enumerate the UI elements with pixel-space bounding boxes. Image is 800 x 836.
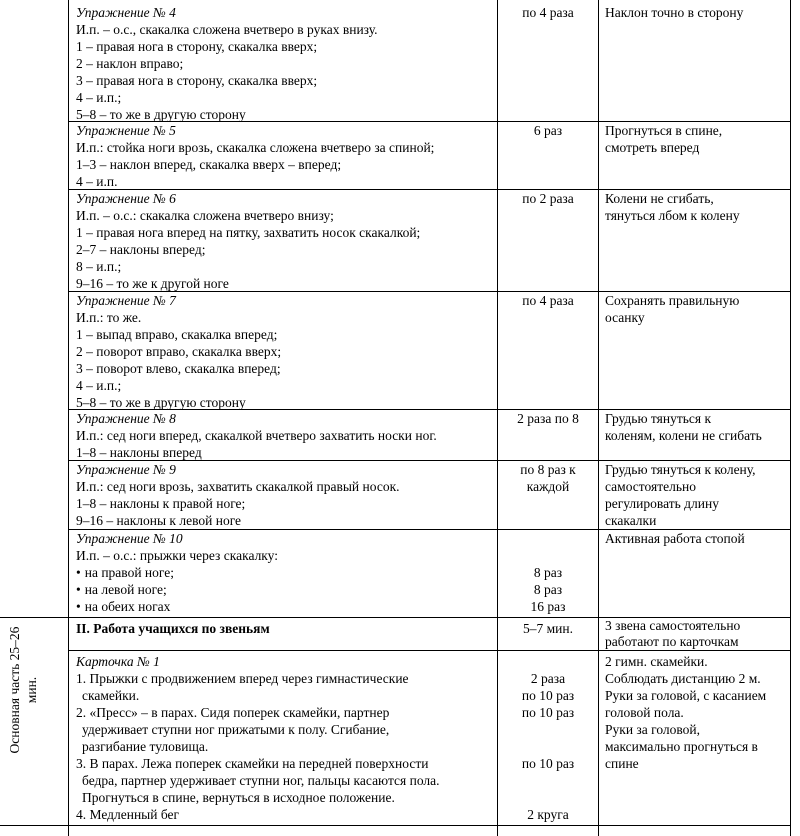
dose-line: 2 раза по 8 (517, 411, 579, 426)
exercise-description (76, 292, 281, 411)
note-line: смотреть вперед (605, 140, 700, 155)
exercise-title: Упражнение № 9 (76, 462, 176, 477)
exercise-notes (605, 530, 745, 547)
exercise-description (76, 122, 434, 190)
exercise-notes (605, 4, 743, 21)
exercise-line: 9–16 – наклоны к левой ноге (76, 513, 242, 528)
exercise-line: И.п. – о.с.: прыжки через скакалку: (76, 548, 278, 563)
note-line: максимально прогнуться в (605, 739, 758, 754)
card-line: 3. В парах. Лежа поперек скамейки на передней поверхности (76, 756, 429, 771)
dose-line (498, 721, 598, 738)
exercise-line: 2 – поворот вправо, скакалка вверх; (76, 344, 282, 359)
card-line: 1. Прыжки с продвижением вперед через гимнастические (76, 671, 409, 686)
card-title: Карточка № 1 (76, 654, 160, 669)
table-border-left (68, 0, 69, 836)
exercise-description (76, 461, 400, 529)
section-label-line: 25–26 мин. (7, 626, 39, 704)
card-description (76, 653, 440, 823)
dose-line (498, 789, 598, 806)
bullet-item: • на левой ноге; (76, 581, 278, 598)
dose-line: 16 раз (530, 599, 566, 614)
exercise-line: 4 – и.п.; (76, 378, 122, 393)
exercise-line: И.п.: сед ноги вперед, скакалкой вчетверо захватить носки ног. (76, 428, 437, 443)
note-line: Соблюдать дистанцию 2 м. (605, 671, 761, 686)
exercise-line: 3 – правая нога в сторону, скакалка вверх; (76, 73, 318, 88)
exercise-line: 5–8 – то же в другую сторону (76, 395, 246, 410)
exercise-line: И.п. – о.с.: скакалка сложена вчетверо внизу; (76, 208, 334, 223)
dose-line: 8 раз (533, 582, 563, 597)
exercise-dose (498, 190, 598, 207)
note-line: Сохранять правильную (605, 293, 740, 308)
exercise-line: 5–8 – то же в другую сторону (76, 107, 246, 122)
dose-line: по 4 раза (522, 5, 574, 20)
exercise-dose (498, 461, 598, 495)
exercise-line: 1–8 – наклоны вперед (76, 445, 202, 460)
dose-line: каждой (526, 479, 570, 494)
exercise-line: 1–8 – наклоны к правой ноге; (76, 496, 246, 511)
note-line: тянуться лбом к колену (605, 208, 740, 223)
note-line: Колени не сгибать, (605, 191, 714, 206)
dose-line: по 4 раза (522, 293, 574, 308)
exercise-line: 1 – выпад вправо, скакалка вперед; (76, 327, 278, 342)
dose-line (498, 738, 598, 755)
dose-line: по 10 раз (521, 688, 575, 703)
exercise-line: 1–3 – наклон вперед, скакалка вверх – вперед; (76, 157, 342, 172)
card-line: Прогнуться в спине, вернуться в исходное положение. (82, 790, 395, 805)
note-line: коленям, колени не сгибать (605, 428, 762, 443)
card-line: 4. Медленный бег (76, 807, 180, 822)
row-divider (68, 650, 791, 651)
exercise-title: Упражнение № 8 (76, 411, 176, 426)
note-line: головой пола. (605, 705, 684, 720)
exercise-notes (605, 410, 762, 444)
card-line: разгибание туловища. (82, 739, 209, 754)
card-line: скамейки. (82, 688, 140, 703)
exercise-dose (498, 4, 598, 21)
exercise-dose (498, 564, 598, 615)
exercise-dose (498, 292, 598, 309)
note-line: 2 гимн. скамейки. (605, 654, 708, 669)
table-bottom-border (0, 825, 791, 826)
note-line: самостоятельно (605, 479, 696, 494)
exercise-description (76, 410, 437, 461)
exercise-description (76, 190, 420, 292)
exercise-line: 1 – правая нога вперед на пятку, захватить носок скакалкой; (76, 225, 421, 240)
exercise-line: 8 – и.п.; (76, 259, 122, 274)
exercise-title: Упражнение № 5 (76, 123, 176, 138)
card-dose (498, 670, 598, 823)
exercise-line: И.п.: сед ноги врозь, захватить скакалкой правый носок. (76, 479, 400, 494)
dose-line: 6 раз (533, 123, 563, 138)
exercise-line: 2–7 – наклоны вперед; (76, 242, 206, 257)
exercise-line: 1 – правая нога в сторону, скакалка вверх; (76, 39, 318, 54)
dose-line: по 8 раз к (520, 462, 576, 477)
bullet-item: • на обеих ногах (76, 598, 278, 615)
section-label (6, 620, 52, 760)
exercise-notes (605, 122, 722, 156)
note-line: осанку (605, 310, 645, 325)
section-notes (605, 618, 740, 650)
exercise-line: 4 – и.п.; (76, 90, 122, 105)
card-line: бедра, партнер удерживает ступни ног, пальцы касаются пола. (82, 773, 440, 788)
dose-line: по 10 раз (521, 756, 575, 771)
exercise-title: Упражнение № 7 (76, 293, 176, 308)
table-border-right (790, 0, 791, 836)
exercise-title: Упражнение № 10 (76, 531, 183, 546)
note-line: Прогнуться в спине, (605, 123, 723, 138)
exercise-line: 9–16 – то же к другой ноге (76, 276, 229, 291)
dose-line: 2 раза (530, 671, 566, 686)
note-line: работают по карточкам (605, 634, 739, 649)
section-dose: 5–7 мин. (523, 621, 573, 636)
exercise-notes (605, 461, 756, 529)
note-line: Наклон точно в сторону (605, 5, 744, 20)
exercise-title: Упражнение № 6 (76, 191, 176, 206)
column-divider-notes (598, 0, 599, 836)
card-line: удерживает ступни ног прижатыми к полу. Сгибание, (82, 722, 390, 737)
exercise-title: Упражнение № 4 (76, 5, 176, 20)
dose-line: 2 круга (527, 807, 569, 822)
dose-line: по 10 раз (521, 705, 575, 720)
exercise-dose (498, 410, 598, 427)
bullet-item: • на правой ноге; (76, 564, 278, 581)
note-line: скакалки (605, 513, 657, 528)
exercise-line: 2 – наклон вправо; (76, 56, 184, 71)
section-label-line: Основная часть (7, 663, 22, 754)
card-line: 2. «Пресс» – в парах. Сидя поперек скамейки, партнер (76, 705, 390, 720)
exercise-line: И.п.: то же. (76, 310, 142, 325)
note-line: Грудью тянуться к колену, (605, 462, 756, 477)
card-notes (605, 653, 766, 772)
exercise-description (76, 530, 278, 615)
exercise-line: 3 – поворот влево, скакалка вперед; (76, 361, 281, 376)
note-line: спине (605, 756, 639, 771)
note-line: регулировать длину (605, 496, 719, 511)
note-line: Грудью тянуться к (605, 411, 712, 426)
note-line: Руки за головой, (605, 722, 701, 737)
dose-line: по 2 раза (522, 191, 574, 206)
dose-line: 8 раз (533, 565, 563, 580)
note-line: Активная работа стопой (605, 531, 745, 546)
exercise-line: И.п. – о.с., скакалка сложена вчетверо в руках внизу. (76, 22, 378, 37)
dose-line (498, 772, 598, 789)
section-heading: II. Работа учащихся по звеньям (76, 621, 270, 636)
exercise-description (76, 4, 378, 123)
exercise-line: 4 – и.п. (76, 174, 118, 189)
exercise-notes (605, 292, 739, 326)
exercise-notes (605, 190, 740, 224)
note-line: 3 звена самостоятельно (605, 618, 741, 633)
exercise-dose (498, 122, 598, 139)
note-line: Руки за головой, с касанием (605, 688, 767, 703)
exercise-line: И.п.: стойка ноги врозь, скакалка сложена вчетверо за спиной; (76, 140, 435, 155)
